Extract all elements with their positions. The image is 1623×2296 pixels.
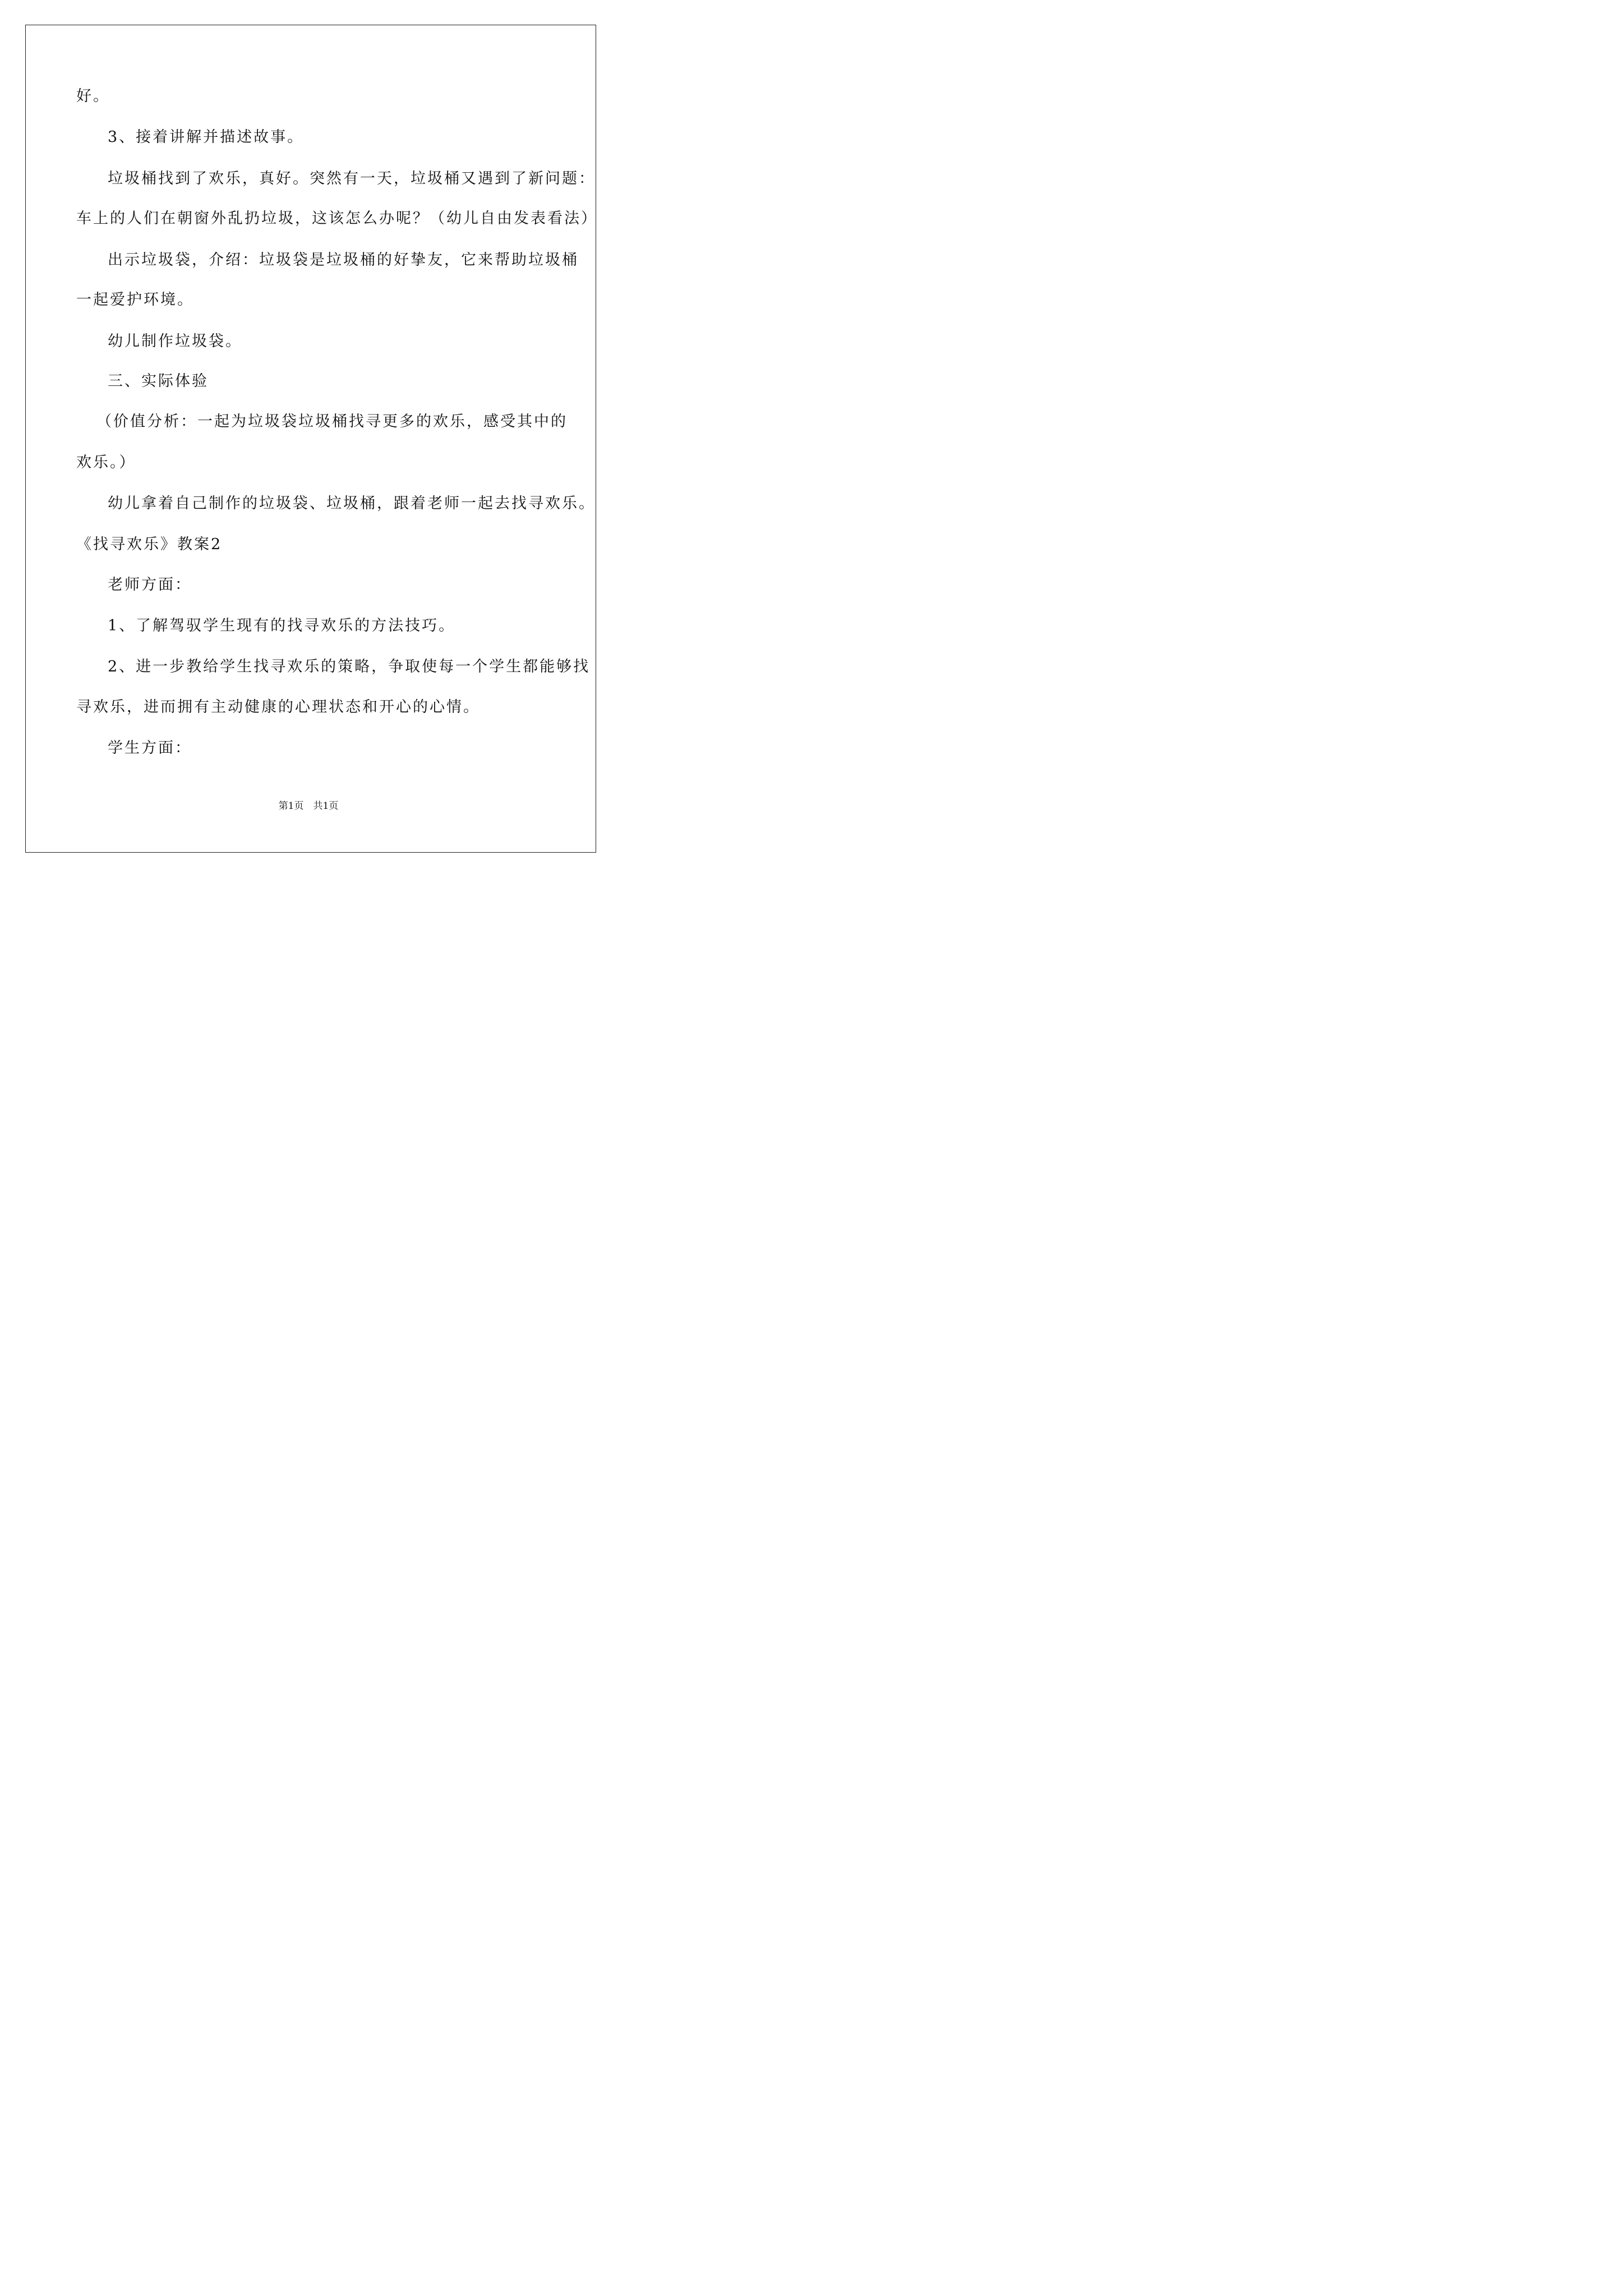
- section-heading: 三、实际体验: [108, 372, 209, 390]
- paragraph-line: 幼儿拿着自己制作的垃圾袋、垃圾桶，跟着老师一起去找寻欢乐。: [108, 495, 596, 512]
- paragraph-line: 垃圾桶找到了欢乐，真好。突然有一天，垃圾桶又遇到了新问题：: [108, 170, 596, 187]
- paragraph-line: 1、了解驾驭学生现有的找寻欢乐的方法技巧。: [108, 617, 456, 634]
- paragraph-line: 3、接着讲解并描述故事。: [108, 128, 305, 146]
- paragraph-line: 幼儿制作垃圾袋。: [108, 333, 242, 350]
- paragraph-line: 2、进一步教给学生找寻欢乐的策略，争取使每一个学生都能够找: [108, 658, 591, 675]
- paragraph-line: 车上的人们在朝窗外乱扔垃圾，这该怎么办呢？（幼儿自由发表看法）: [76, 210, 598, 227]
- paragraph-line: 一起爱护环境。: [76, 291, 194, 309]
- paragraph-line: （价值分析：一起为垃圾袋垃圾桶找寻更多的欢乐，感受其中的: [96, 413, 568, 430]
- paragraph-line: 出示垃圾袋，介绍：垃圾袋是垃圾桶的好挚友，它来帮助垃圾桶: [108, 251, 579, 269]
- paragraph-line: 好。: [76, 88, 110, 105]
- page-border: [25, 25, 596, 853]
- section-heading: 学生方面：: [108, 739, 192, 757]
- section-heading: 老师方面：: [108, 576, 192, 593]
- page-number-footer: 第1页 共1页: [278, 800, 339, 812]
- paragraph-line: 欢乐。）: [76, 454, 136, 471]
- paragraph-line: 寻欢乐，进而拥有主动健康的心理状态和开心的心情。: [76, 698, 480, 716]
- document-title: 《找寻欢乐》教案2: [76, 536, 223, 553]
